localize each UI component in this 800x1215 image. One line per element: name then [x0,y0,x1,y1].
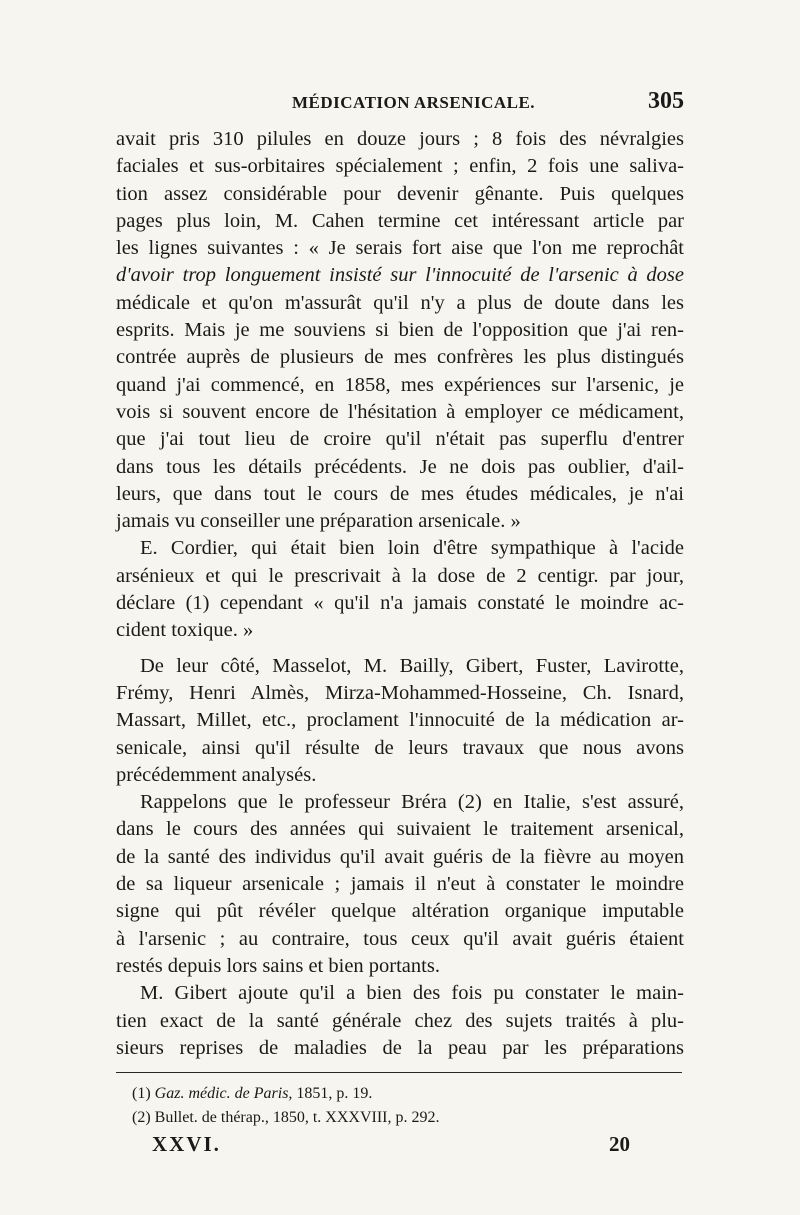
text-line: dans le cours des années qui suivaient le traitement arsenical, [116,818,684,841]
text-line: leurs, que dans tout le cours de mes études médicales, je n'ai [116,482,684,505]
text-line: déclare (1) cependant « qu'il n'a jamais constaté le moindre ac- [116,592,684,615]
paragraph-4 [116,789,684,980]
footnote-ref: 1850, t. XXXVIII, p. 292. [272,1109,440,1126]
text-line: de sa liqueur arsenicale ; jamais il n'eut à constater le moindre [116,873,684,896]
text-line: tien exact de la santé générale chez des sujets traités à plu- [116,1009,684,1032]
text-line: arsénieux et qui le prescrivait à la dose de 2 centigr. par jour, [116,564,684,587]
text-line: précédemment analysés. [116,763,317,786]
paragraph-1 [116,126,684,535]
footnote-ref: 1851, p. 19. [296,1085,373,1102]
text-line: Massart, Millet, etc., proclament l'innocuité de la médication ar- [116,709,684,732]
text-line: tion assez considérable pour devenir gênante. Puis quelques [116,182,684,205]
text-line: Rappelons que le professeur Bréra (2) en Italie, s'est assuré, [140,791,684,814]
text-line: esprits. Mais je me souviens si bien de l'opposition que j'ai ren- [116,319,684,342]
page-footer [152,1132,630,1162]
paragraph-2 [116,535,684,644]
text-line: à l'arsenic ; au contraire, tous ceux qu'il avait guéris étaient [116,927,684,950]
footnote-mark: (1) [132,1085,151,1102]
running-title: MÉDICATION ARSENICALE. [292,93,536,112]
text-line: E. Cordier, qui était bien loin d'être sympathique à l'acide [140,537,684,560]
text-line: avait pris 310 pilules en douze jours ; 8 fois des névralgies [116,128,684,150]
page-number: 305 [648,88,684,114]
text-line-italic: d'avoir trop longuement insisté sur l'innocuité de l'arsenic à dose [116,264,684,287]
text-line: signe qui pût révéler quelque altération organique imputable [116,900,684,923]
text-line: dans tous les détails précédents. Je ne dois pas oublier, d'ail- [116,455,684,478]
text-line: quand j'ai commencé, en 1858, mes expériences sur l'arsenic, je [116,373,684,396]
footnote-mark: (2) [132,1109,151,1126]
footnote-rule [116,1072,682,1073]
text-line: jamais vu conseiller une préparation arsenicale. » [116,510,521,533]
paragraph-3 [116,653,684,789]
text-line: que j'ai tout lieu de croire qu'il n'était pas superflu d'entrer [116,428,684,451]
text-line: vois si souvent encore de l'hésitation à employer ce médicament, [116,400,684,423]
footnote-2 [132,1106,672,1130]
text-line: sieurs reprises de maladies de la peau par les préparations [116,1036,684,1059]
text-line: cident toxique. » [116,619,254,642]
running-head [116,88,686,123]
footnote-1 [132,1082,672,1106]
text-line: pages plus loin, M. Cahen termine cet intéressant article par [116,209,684,232]
text-line: faciales et sus-orbitaires spécialement ; enfin, 2 fois une saliva- [116,155,684,178]
text-line: médicale et qu'on m'assurât qu'il n'y a plus de doute dans les [116,291,684,314]
signature-mark: XXVI. [152,1132,221,1156]
sheet-number: 20 [609,1132,630,1156]
body-text [116,126,684,1062]
text-line: De leur côté, Masselot, M. Bailly, Gibert, Fuster, Lavirotte, [140,654,684,677]
paragraph-5 [116,980,684,1062]
text-line: les lignes suivantes : « Je serais fort aise que l'on me reprochât [116,237,684,260]
text-line: senicale, ainsi qu'il résulte de leurs travaux que nous avons [116,736,684,759]
text-line: contrée auprès de plusieurs de mes confrères les plus distingués [116,346,684,369]
footnote-source: Bullet. de thérap., [154,1109,269,1126]
text-line: de la santé des individus qu'il avait guéris de la fièvre au moyen [116,845,684,868]
text-line: restés depuis lors sains et bien portants. [116,954,440,977]
text-line: M. Gibert ajoute qu'il a bien des fois pu constater le main- [140,982,684,1005]
footnotes [132,1082,672,1130]
text-line: Frémy, Henri Almès, Mirza-Mohammed-Hosseine, Ch. Isnard, [116,681,684,704]
footnote-source: Gaz. médic. de Paris, [154,1085,293,1102]
paragraph-gap [116,645,684,653]
